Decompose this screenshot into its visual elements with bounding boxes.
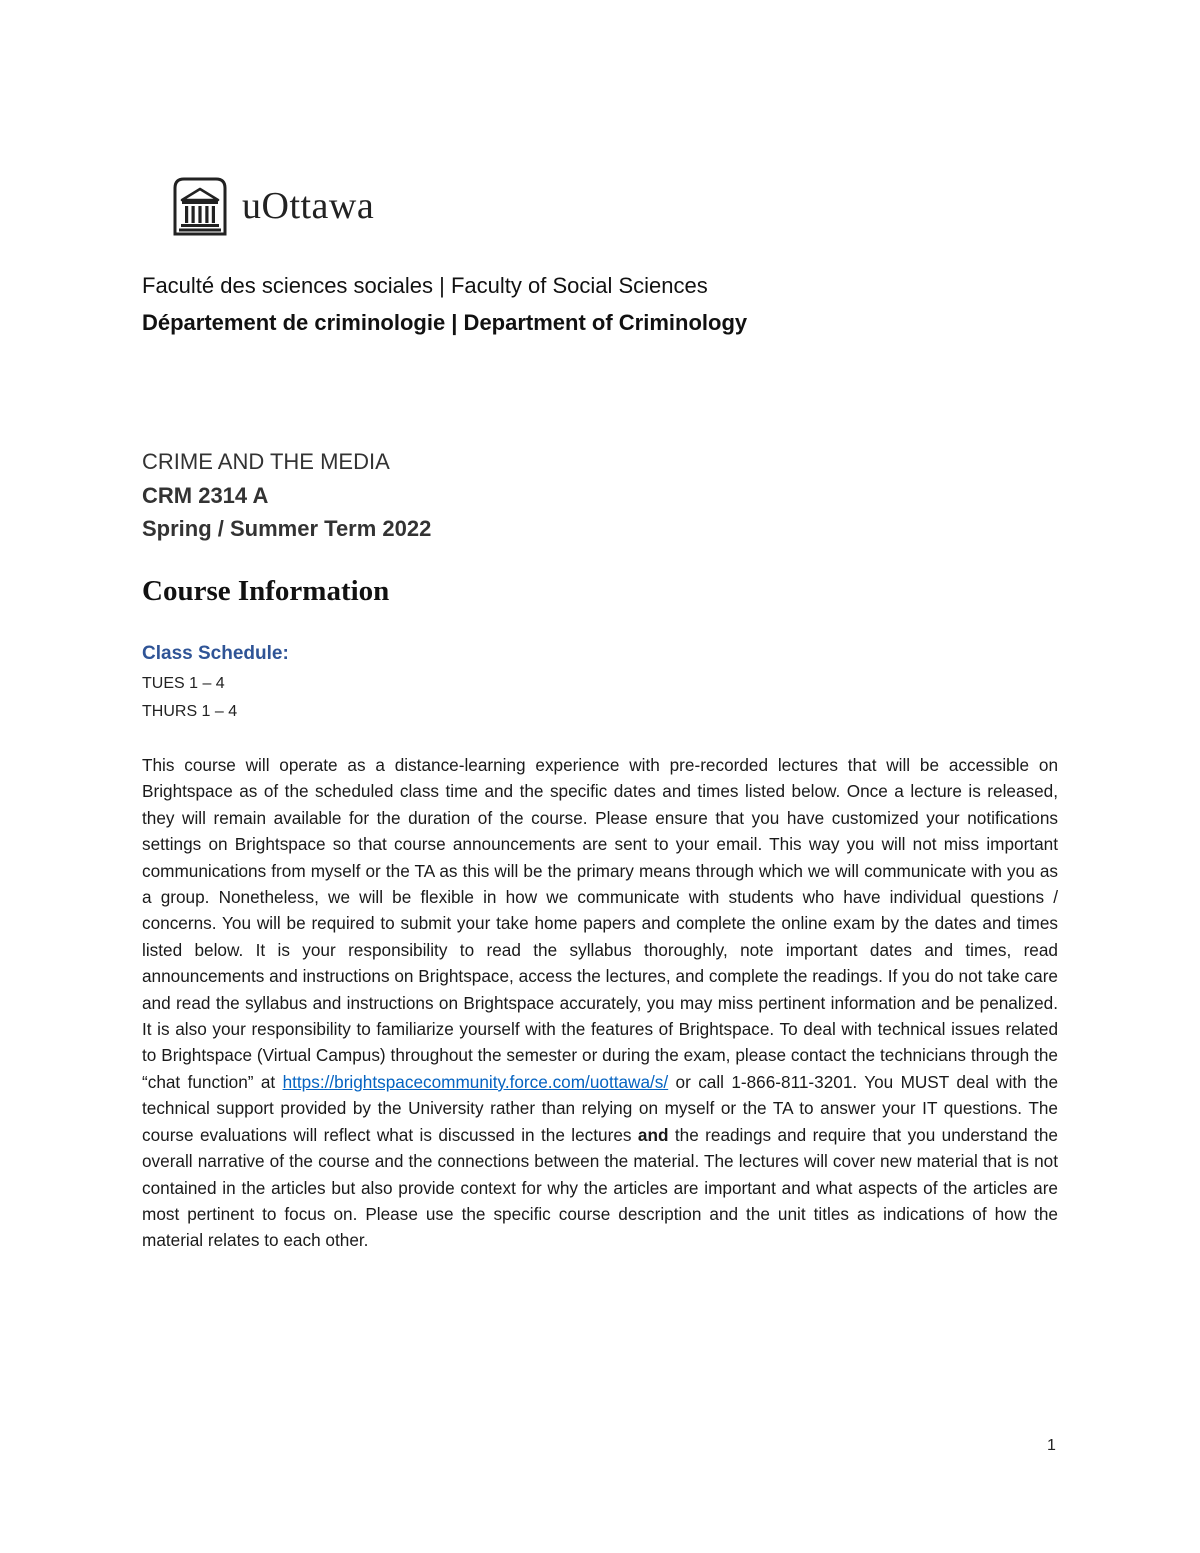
- course-term: Spring / Summer Term 2022: [142, 516, 432, 541]
- course-code: CRM 2314 A: [142, 483, 269, 508]
- logo-wordmark: uOttawa: [242, 185, 375, 227]
- schedule-line-tuesday: TUES 1 – 4: [142, 675, 225, 692]
- page-number: 1: [1047, 1437, 1056, 1454]
- uottawa-logo: [172, 176, 374, 236]
- schedule-line-thursday: THURS 1 – 4: [142, 703, 238, 720]
- emphasis-and: and: [637, 1124, 669, 1145]
- paragraph-text-middle: or call 1-866-811-3201. You MUST deal with the technical support provided by the University rather than relying on myself or the TA to answer your IT questions. The course evaluations will reflect what is discussed in the lectures: [142, 1071, 1058, 1145]
- course-description-paragraph: [142, 752, 1058, 1254]
- department-name: Département de criminologie | Department of Criminology: [142, 310, 748, 335]
- paragraph-text-end: the readings and require that you understand the overall narrative of the course and the connections between the material. The lectures will cover new material that is not contained in the articles but also provide context for why the articles are important and what aspects of the articles are most pertinent to focus on. Please use the specific course description and the unit titles as indications of how the material relates to each other.: [142, 1124, 1058, 1251]
- section-heading: Course Information: [142, 575, 390, 607]
- paragraph-text-start: This course will operate as a distance-learning experience with pre-recorded lectures that will be accessible on Brightspace as of the scheduled class time and the specific dates and times listed below. Once a lecture is released, they will remain available for the duration of the course. Please ensure that you have customized your notifications settings on Brightspace so that course announcements are sent to your email. This way you will not miss important communications from myself or the TA as this will be the primary means through which we will communicate with you as a group. Nonetheless, we will be flexible in how we communicate with students who have individual questions / concerns. You will be required to submit your take home papers and complete the online exam by the dates and times listed below. It is your responsibility to read the syllabus thoroughly, note important dates and times, read announcements and instructions on Brightspace, access the lectures, and complete the readings. If you do not take care and read the syllabus and instructions on Brightspace accurately, you may miss pertinent information and be penalized. It is also your responsibility to familiarize yourself with the features of Brightspace. To deal with technical issues related to Brightspace (Virtual Campus) throughout the semester or during the exam, please contact the technicians through the “chat function” at: [142, 755, 1058, 1092]
- university-building-icon: [172, 176, 228, 236]
- class-schedule-label: Class Schedule:: [142, 643, 289, 664]
- course-title: CRIME AND THE MEDIA: [142, 449, 390, 474]
- faculty-name: Faculté des sciences sociales | Faculty of Social Sciences: [142, 273, 708, 298]
- brightspace-support-link[interactable]: https://brightspacecommunity.force.com/uottawa/s/: [282, 1071, 669, 1092]
